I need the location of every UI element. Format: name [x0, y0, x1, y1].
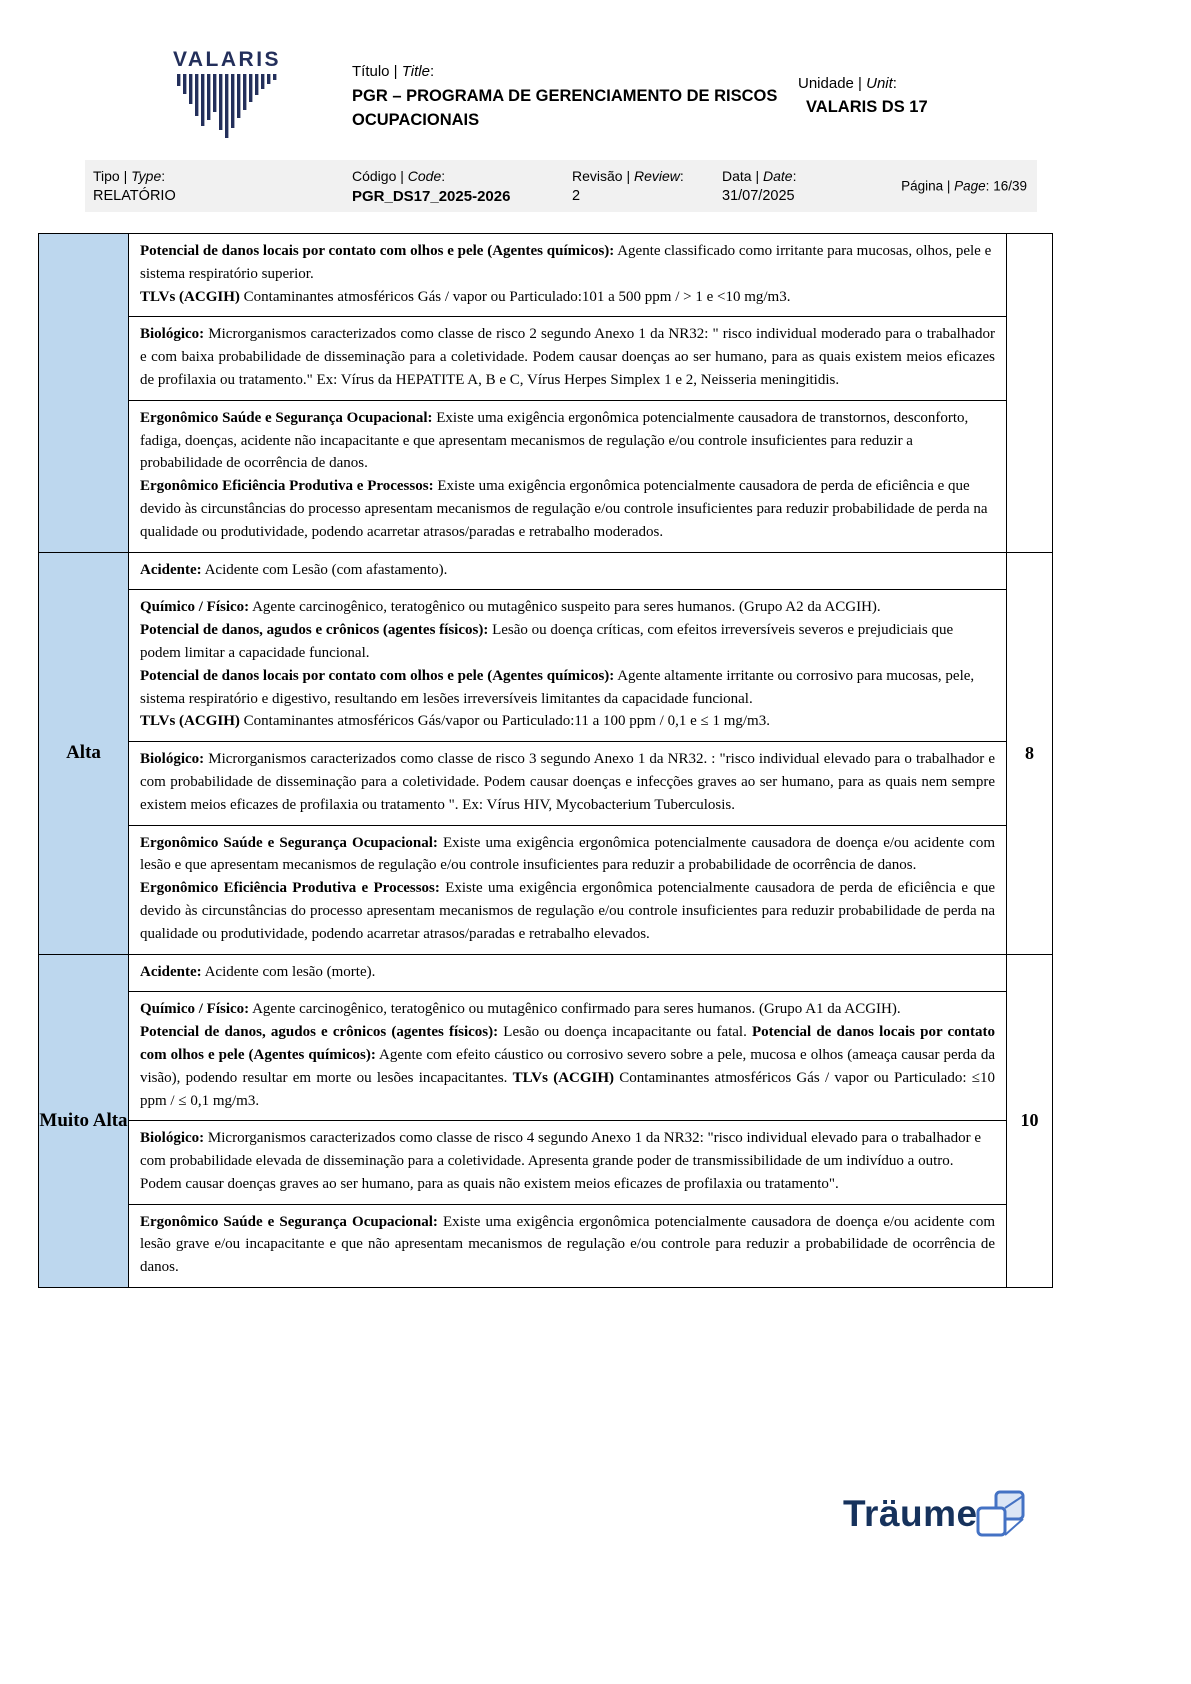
document-title: PGR – PROGRAMA DE GERENCIAMENTO DE RISCOS OCUPACIONAIS	[352, 86, 778, 130]
criteria-paragraph: Ergonômico Eficiência Produtiva e Processos: Existe uma exigência ergonômica potencialmente causadora de perda de eficiência e que devido às circunstâncias do processo apresentam mecanismos de regulação e/ou controle insuficientes para reduzir probabilidade de perda na qualidade ou produtividade, podendo acarretar atrasos/paradas e retrabalho moderados.	[140, 478, 988, 540]
meta-date-label: Data | Date:	[722, 168, 797, 184]
traeume-cube-icon	[972, 1488, 1028, 1549]
criteria-paragraph: Químico / Físico: Agente carcinogênico, teratogênico ou mutagênico suspeito para seres humanos. (Grupo A2 da ACGIH).	[140, 599, 881, 616]
risk-criteria-cell-group	[129, 954, 1007, 1288]
meta-revision-value: 2	[572, 188, 581, 205]
meta-revision	[572, 166, 684, 207]
risk-severity-table-wrap	[38, 233, 1053, 1288]
criteria-cell	[129, 1205, 1006, 1287]
meta-page-value: 16/39	[993, 178, 1027, 194]
title-label: Título | Title:	[352, 63, 435, 80]
meta-page-label: Página | Page:	[901, 178, 990, 194]
criteria-paragraph: TLVs (ACGIH) Contaminantes atmosféricos Gás/vapor ou Particulado:11 a 100 ppm / 0,1 e ≤ 1 mg/m3.	[140, 713, 770, 730]
criteria-cell	[129, 826, 1006, 954]
meta-revision-label: Revisão | Review:	[572, 168, 684, 184]
table-row	[39, 954, 1053, 1288]
criteria-paragraph: Ergonômico Saúde e Segurança Ocupacional: Existe uma exigência ergonômica potencialmente causadora de doença e/ou acidente com lesão e que apresentam mecanismos de regulação e/ou controle insuficientes para reduzir a probabilidade de ocorrência de danos.	[140, 834, 996, 874]
table-row	[39, 234, 1053, 553]
risk-score: 8	[1007, 552, 1053, 954]
criteria-cell	[129, 955, 1006, 993]
criteria-cell	[129, 1121, 1006, 1204]
criteria-paragraph: Potencial de danos locais por contato com olhos e pele (Agentes químicos): Agente classificado como irritante para mucosas, olhos, pele e sistema respiratório superior.	[140, 243, 992, 282]
criteria-paragraph: Ergonômico Eficiência Produtiva e Processos: Existe uma exigência ergonômica potencialmente causadora de perda de eficiência e que devido às circunstâncias do processo apresentam mecanismos de regulação e/ou controle insuficientes para reduzir probabilidade de perda na qualidade ou produtividade, podendo acarretar atrasos/paradas e retrabalho elevados.	[140, 880, 995, 942]
criteria-cell	[129, 234, 1006, 317]
criteria-paragraph: Acidente: Acidente com lesão (morte).	[140, 963, 376, 980]
meta-code	[352, 166, 510, 208]
meta-date	[722, 166, 796, 207]
document-title-block	[352, 62, 792, 133]
meta-type-value: RELATÓRIO	[93, 188, 176, 205]
table-row	[39, 552, 1053, 954]
criteria-paragraph: Ergonômico Saúde e Segurança Ocupacional: Existe uma exigência ergonômica potencialmente causadora de transtornos, desconforto, fadiga, doenças, acidente não incapacitante e que apresentam mecanismos de regulação e/ou controle insuficientes para reduzir a probabilidade de ocorrência de danos.	[140, 409, 969, 472]
meta-code-label: Código | Code:	[352, 168, 446, 184]
meta-type	[93, 166, 176, 207]
risk-criteria-cell-group	[129, 234, 1007, 553]
criteria-paragraph: Ergonômico Saúde e Segurança Ocupacional: Existe uma exigência ergonômica potencialmente causadora de doença e/ou acidente com lesão grave e/ou incapacitante e que não apresentam mecanismos de regulação e/ou controle para reduzir a probabilidade de ocorrência de danos.	[140, 1213, 996, 1276]
criteria-paragraph: Biológico: Microrganismos caracterizados como classe de risco 3 segundo Anexo 1 da NR32. : "risco individual elevado para o trabalhador e com probabilidade de disseminação para a coletividade. Podem causar doenças e infecções graves ao ser humano, para as quais nem sempre existem meios eficazes de profilaxia ou tratamento ". Ex: Vírus HIV, Mycobacterium Tuberculosis.	[140, 751, 995, 813]
risk-score	[1007, 234, 1053, 553]
criteria-paragraph: Biológico: Microrganismos caracterizados como classe de risco 4 segundo Anexo 1 da NR32: "risco individual elevado para o trabalhador e com probabilidade elevada de disseminação para a coletividade. Apresenta grande poder de transmissibilidade de um indivíduo a outro. Podem causar doenças graves ao ser humano, para as quais não existem meios eficazes de profilaxia ou tratamento".	[140, 1130, 982, 1192]
meta-date-value: 31/07/2025	[722, 188, 795, 205]
risk-level-label: Alta	[39, 552, 129, 954]
unit-value: VALARIS DS 17	[806, 97, 928, 116]
criteria-paragraph: Potencial de danos, agudos e crônicos (agentes físicos): Lesão ou doença incapacitante ou fatal. Potencial de danos locais por contato com olhos e pele (Agentes químicos): Agente com efeito cáustico ou corrosivo severo sobre a pele, mucosa e olhos (ameaça causar perda da visão), podendo resultar em morte ou lesões incapacitantes. TLVs (ACGIH) Contaminantes atmosféricos Gás / vapor ou Particulado: ≤10 ppm / ≤ 0,1 mg/m3.	[140, 1024, 995, 1109]
risk-severity-table	[38, 233, 1053, 1288]
valaris-logo	[172, 48, 282, 145]
criteria-cell	[129, 742, 1006, 825]
criteria-paragraph: TLVs (ACGIH) Contaminantes atmosféricos Gás / vapor ou Particulado:101 a 500 ppm / > 1 e <10 mg/m3.	[140, 288, 791, 305]
criteria-cell	[129, 590, 1006, 742]
criteria-paragraph: Potencial de danos locais por contato com olhos e pele (Agentes químicos): Agente altamente irritante ou corrosivo para mucosas, pele, sistema respiratório e digestivo, resultando em lesões irreversíveis limitantes da capacidade funcional.	[140, 667, 975, 707]
traeume-brand	[843, 1478, 1028, 1549]
criteria-paragraph: Biológico: Microrganismos caracterizados como classe de risco 2 segundo Anexo 1 da NR32: " risco individual moderado para o trabalhador e com baixa probabilidade de disseminação para a coletividade. Podem causar doenças ao ser humano, para as quais existem meios eficazes de profilaxia ou tratamento." Ex: Vírus da HEPATITE A, B e C, Vírus Herpes Simplex 1 e 2, Neisseria meningitidis.	[140, 326, 995, 388]
risk-table-body	[39, 234, 1053, 1288]
meta-code-value: PGR_DS17_2025-2026	[352, 188, 511, 206]
criteria-cell	[129, 992, 1006, 1121]
document-meta-band	[85, 160, 1037, 212]
criteria-paragraph: Químico / Físico: Agente carcinogênico, teratogênico ou mutagênico confirmado para seres humanos. (Grupo A1 da ACGIH).	[140, 1001, 901, 1018]
criteria-cell	[129, 553, 1006, 591]
criteria-paragraph: Acidente: Acidente com Lesão (com afastamento).	[140, 561, 448, 578]
meta-type-label: Tipo | Type:	[93, 168, 166, 184]
criteria-cell	[129, 401, 1006, 552]
unit-block	[798, 74, 1008, 117]
risk-level-label: Muito Alta	[39, 954, 129, 1288]
risk-criteria-cell-group	[129, 552, 1007, 954]
meta-page	[901, 179, 1027, 194]
unit-label: Unidade | Unit:	[798, 75, 897, 92]
risk-level-label	[39, 234, 129, 553]
valaris-logo-text: VALARIS	[172, 48, 282, 71]
criteria-paragraph: Potencial de danos, agudos e crônicos (agentes físicos): Lesão ou doença críticas, com efeitos irreversíveis severos e prejudiciais que podem limitar a capacidade funcional.	[140, 622, 954, 661]
traeume-brand-text: Träume	[843, 1492, 978, 1534]
risk-score: 10	[1007, 954, 1053, 1288]
criteria-cell	[129, 317, 1006, 400]
valaris-logo-bars-icon	[172, 74, 282, 145]
